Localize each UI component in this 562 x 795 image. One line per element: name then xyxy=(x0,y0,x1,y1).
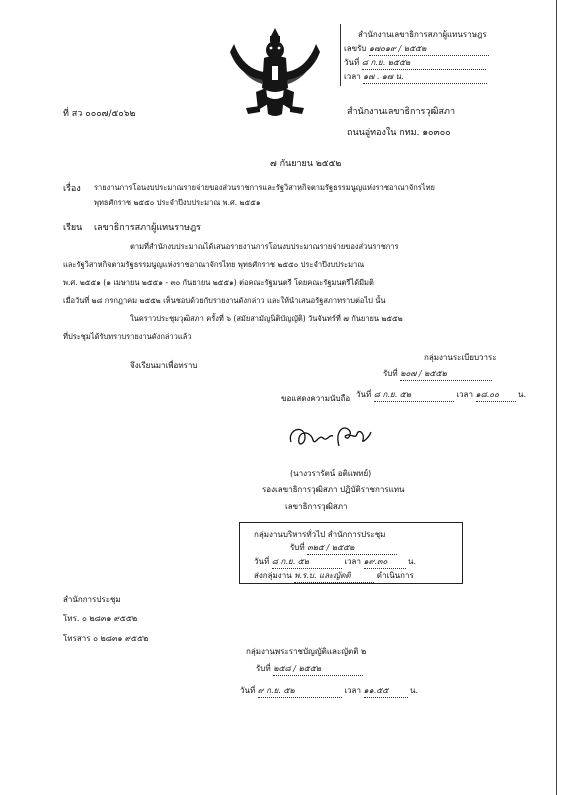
bill-time-label: เวลา xyxy=(344,686,361,695)
body-line-2: และรัฐวิสาหกิจตามรัฐธรรมนูญแห่งราชอาณาจักรไทย พุทธศักราช ๒๕๕๐ ประจำปีงบประมาณ xyxy=(63,260,365,269)
bill-time-unit: น. xyxy=(410,686,419,695)
subject-line-2: พุทธศักราช ๒๕๕๐ ประจำปีงบประมาณ พ.ศ. ๒๕๕๑ xyxy=(94,198,261,207)
signer-title-2: เลขาธิการวุฒิสภา xyxy=(285,502,348,511)
body-line-4: เมื่อวันที่ ๒๘ กรกฎาคม ๒๕๕๒ เห็นชอบด้วยกับรายงานดังกล่าว และให้นำเสนอรัฐสภาทราบต่อไป นั้น xyxy=(63,296,386,305)
admin-date-label: วันที่ xyxy=(254,557,270,566)
admin-date-value: ๘ ก.ย. ๕๒ xyxy=(272,555,342,569)
stamp-receive-number: ๑๗๐๑๙ / ๒๕๕๒ xyxy=(369,42,489,56)
bill-date-label: วันที่ xyxy=(240,686,256,695)
bill-receive-label: รับที่ xyxy=(256,664,271,673)
regulation-time-unit: น. xyxy=(518,390,527,399)
stamp-receive-label: เลขรับ xyxy=(344,44,367,53)
stamp-date-value: ๘ ก.ย. ๒๕๕๒ xyxy=(362,56,486,70)
admin-send-label: ส่งกลุ่มงาน xyxy=(254,571,292,580)
subject-line-1: รายงานการโอนงบประมาณรายจ่ายของส่วนราชการและรัฐวิสาหกิจตามรัฐธรรมนูญแห่งราชอาณาจักรไทย xyxy=(94,183,435,192)
admin-time-label: เวลา xyxy=(344,557,361,566)
regards: ขอแสดงความนับถือ xyxy=(281,394,351,403)
body-line-6: ที่ประชุมได้รับทราบรายงานดังกล่าวแล้ว xyxy=(63,332,192,341)
regulation-receive-number: ๒๐๗ / ๒๕๕๒ xyxy=(400,367,492,381)
bill-time-value: ๑๑.๕๕ xyxy=(364,684,408,698)
stamp-office-name: สำนักงานเลขาธิการสภาผู้แทนราษฎร xyxy=(358,30,487,39)
admin-receive-number: ๓๒๕ / ๒๕๕๒ xyxy=(307,541,397,555)
garuda-emblem xyxy=(226,26,324,118)
stamp-general-admin xyxy=(239,522,463,584)
reference-number: ที่ สว ๐๐๐๗/๕๐๖๒ xyxy=(63,109,136,119)
scan-edge-line xyxy=(556,0,557,795)
admin-time-unit: น. xyxy=(408,557,417,566)
letter-date: ๗ กันยายน ๒๕๕๒ xyxy=(270,159,342,169)
regulation-group-name: กลุ่มงานระเบียบวาระ xyxy=(424,353,497,362)
stamp-date-label: วันที่ xyxy=(344,58,360,67)
regulation-date-label: วันที่ xyxy=(356,390,372,399)
sender-office: สำนักงานเลขาธิการวุฒิสภา xyxy=(347,107,456,117)
contact-office: สำนักการประชุม xyxy=(63,595,121,604)
salutation-label: เรียน xyxy=(63,223,83,233)
receiving-stamp-secretariat xyxy=(340,24,516,86)
salutation-recipient: เลขาธิการสภาผู้แทนราษฎร xyxy=(94,223,201,233)
closing-request: จึงเรียนมาเพื่อทราบ xyxy=(130,361,198,370)
admin-action-label: ดำเนินการ xyxy=(376,571,414,580)
regulation-time-label: เวลา xyxy=(456,390,473,399)
contact-fax: โทรสาร ๐ ๒๘๓๑ ๙๕๕๒ xyxy=(63,634,149,643)
admin-send-value: พ.ร.บ. และญัตติ xyxy=(294,569,374,583)
subject-label: เรื่อง xyxy=(63,184,81,194)
body-line-3: พ.ศ. ๒๕๕๑ (๑ เมษายน ๒๕๕๑ - ๓๐ กันยายน ๒๕๕๑) ต่อคณะรัฐมนตรี โดยคณะรัฐมนตรีได้มีมติ xyxy=(63,278,374,287)
bill-receive-number: ๒๕๘ / ๒๕๕๒ xyxy=(273,662,363,676)
regulation-time-value: ๑๘.๐๐ xyxy=(476,388,516,402)
signer-title-1: รองเลขาธิการวุฒิสภา ปฏิบัติราชการแทน xyxy=(262,485,405,494)
contact-phone: โทร. ๐ ๒๘๓๑ ๙๕๕๒ xyxy=(63,614,138,623)
signer-name: (นางวรารัตน์ อติแพทย์) xyxy=(290,469,372,478)
admin-group-name: กลุ่มงานบริหารทั่วไป สำนักการประชุม xyxy=(254,530,386,539)
handwritten-signature xyxy=(285,420,375,454)
body-line-5: ในคราวประชุมวุฒิสภา ครั้งที่ ๖ (สมัยสามัญนิติบัญญัติ) วันจันทร์ที่ ๗ กันยายน ๒๕๕๒ xyxy=(130,314,403,323)
admin-receive-label: รับที่ xyxy=(290,543,305,552)
regulation-receive-label: รับที่ xyxy=(383,369,398,378)
sender-address: ถนนอู่ทองใน กทม. ๑๐๓๐๐ xyxy=(347,128,451,138)
stamp-time-label: เวลา xyxy=(344,72,361,81)
body-line-1: ตามที่สำนักงบประมาณได้เสนอรายงานการโอนงบประมาณรายจ่ายของส่วนราชการ xyxy=(130,242,399,251)
bill-group-name: กลุ่มงานพระราชบัญญัติและญัตติ ๒ xyxy=(246,647,367,656)
regulation-date-value: ๘ ก.ย. ๕๒ xyxy=(374,388,454,402)
bill-date-value: ๙ ก.ย. ๕๒ xyxy=(258,684,342,698)
stamp-time-value: ๑๗ . ๑๗ น. xyxy=(363,70,487,84)
admin-time-value: ๑๙.๓๐ xyxy=(364,555,406,569)
